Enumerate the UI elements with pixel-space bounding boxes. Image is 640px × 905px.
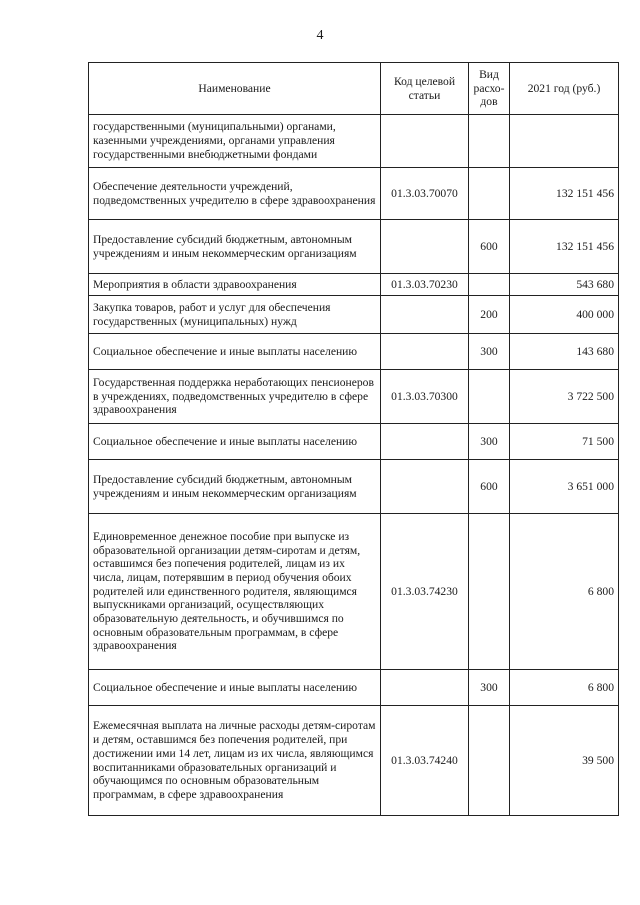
row-amount: 400 000 xyxy=(510,296,619,334)
row-amount: 3 651 000 xyxy=(510,460,619,514)
table-row xyxy=(89,334,619,370)
table-row xyxy=(89,168,619,220)
table-row xyxy=(89,220,619,274)
row-type: 300 xyxy=(469,424,510,460)
row-code: 01.3.03.70230 xyxy=(381,274,469,296)
row-name: Предоставление субсидий бюджетным, автономным учреждениям и иным некоммерческим организациям xyxy=(89,460,381,514)
row-amount: 71 500 xyxy=(510,424,619,460)
row-code xyxy=(381,220,469,274)
row-type xyxy=(469,274,510,296)
row-name: Предоставление субсидий бюджетным, автономным учреждениям и иным некоммерческим организациям xyxy=(89,220,381,274)
row-code: 01.3.03.74240 xyxy=(381,706,469,816)
table-row xyxy=(89,115,619,168)
row-code: 01.3.03.74230 xyxy=(381,514,469,670)
table-row xyxy=(89,424,619,460)
row-amount: 143 680 xyxy=(510,334,619,370)
row-type: 600 xyxy=(469,460,510,514)
row-code: 01.3.03.70300 xyxy=(381,370,469,424)
row-code: 01.3.03.70070 xyxy=(381,168,469,220)
row-type xyxy=(469,115,510,168)
row-type xyxy=(469,370,510,424)
table-row xyxy=(89,274,619,296)
row-amount: 132 151 456 xyxy=(510,220,619,274)
table-row xyxy=(89,514,619,670)
row-code xyxy=(381,460,469,514)
row-amount: 39 500 xyxy=(510,706,619,816)
row-name: Социальное обеспечение и иные выплаты населению xyxy=(89,424,381,460)
row-type: 200 xyxy=(469,296,510,334)
row-name: Ежемесячная выплата на личные расходы детям-сиротам и детям, оставшимся без попечения родителей, при достижении ими 14 лет, лицам из их числа, являющимся воспитанниками образовательных организаций и обучающимся по основным образовательным программам, в сфере здравоохранения xyxy=(89,706,381,816)
row-name: Закупка товаров, работ и услуг для обеспечения государственных (муниципальных) нужд xyxy=(89,296,381,334)
page-number: 4 xyxy=(316,28,324,43)
row-amount: 6 800 xyxy=(510,670,619,706)
row-type: 300 xyxy=(469,670,510,706)
header-code: Код целевой статьи xyxy=(381,63,469,115)
row-amount: 543 680 xyxy=(510,274,619,296)
row-type xyxy=(469,168,510,220)
row-code xyxy=(381,670,469,706)
header-type: Вид расхо-дов xyxy=(469,63,510,115)
table-row xyxy=(89,460,619,514)
row-amount: 6 800 xyxy=(510,514,619,670)
row-name: Обеспечение деятельности учреждений, подведомственных учредителю в сфере здравоохранения xyxy=(89,168,381,220)
table-row xyxy=(89,296,619,334)
header-amount: 2021 год (руб.) xyxy=(510,63,619,115)
table-header-row xyxy=(89,63,619,115)
row-name: Социальное обеспечение и иные выплаты населению xyxy=(89,670,381,706)
row-type: 600 xyxy=(469,220,510,274)
row-name: Государственная поддержка неработающих пенсионеров в учреждениях, подведомственных учредителю в сфере здравоохранения xyxy=(89,370,381,424)
row-code xyxy=(381,334,469,370)
table-row xyxy=(89,670,619,706)
row-amount: 3 722 500 xyxy=(510,370,619,424)
row-name: Мероприятия в области здравоохранения xyxy=(89,274,381,296)
header-name: Наименование xyxy=(89,63,381,115)
row-name: Социальное обеспечение и иные выплаты населению xyxy=(89,334,381,370)
row-type: 300 xyxy=(469,334,510,370)
row-name: Единовременное денежное пособие при выпуске из образовательной организации детям-сиротам и детям, оставшимся без попечения родителей, лицам из их числа, лицам, потерявшим в период обучения обоих родителей или единственного родителя, являющимся выпускниками организаций, осуществляющих образовательную деятельность, и обучившимся по основным образовательным программам, в сфере здравоохранения xyxy=(89,514,381,670)
row-name: государственными (муниципальными) органами, казенными учреждениями, органами управления государственными внебюджетными фондами xyxy=(89,115,381,168)
row-amount xyxy=(510,115,619,168)
row-code xyxy=(381,424,469,460)
row-amount: 132 151 456 xyxy=(510,168,619,220)
row-code xyxy=(381,296,469,334)
table-row xyxy=(89,370,619,424)
budget-table xyxy=(88,62,619,816)
row-code xyxy=(381,115,469,168)
table-row xyxy=(89,706,619,816)
row-type xyxy=(469,706,510,816)
row-type xyxy=(469,514,510,670)
